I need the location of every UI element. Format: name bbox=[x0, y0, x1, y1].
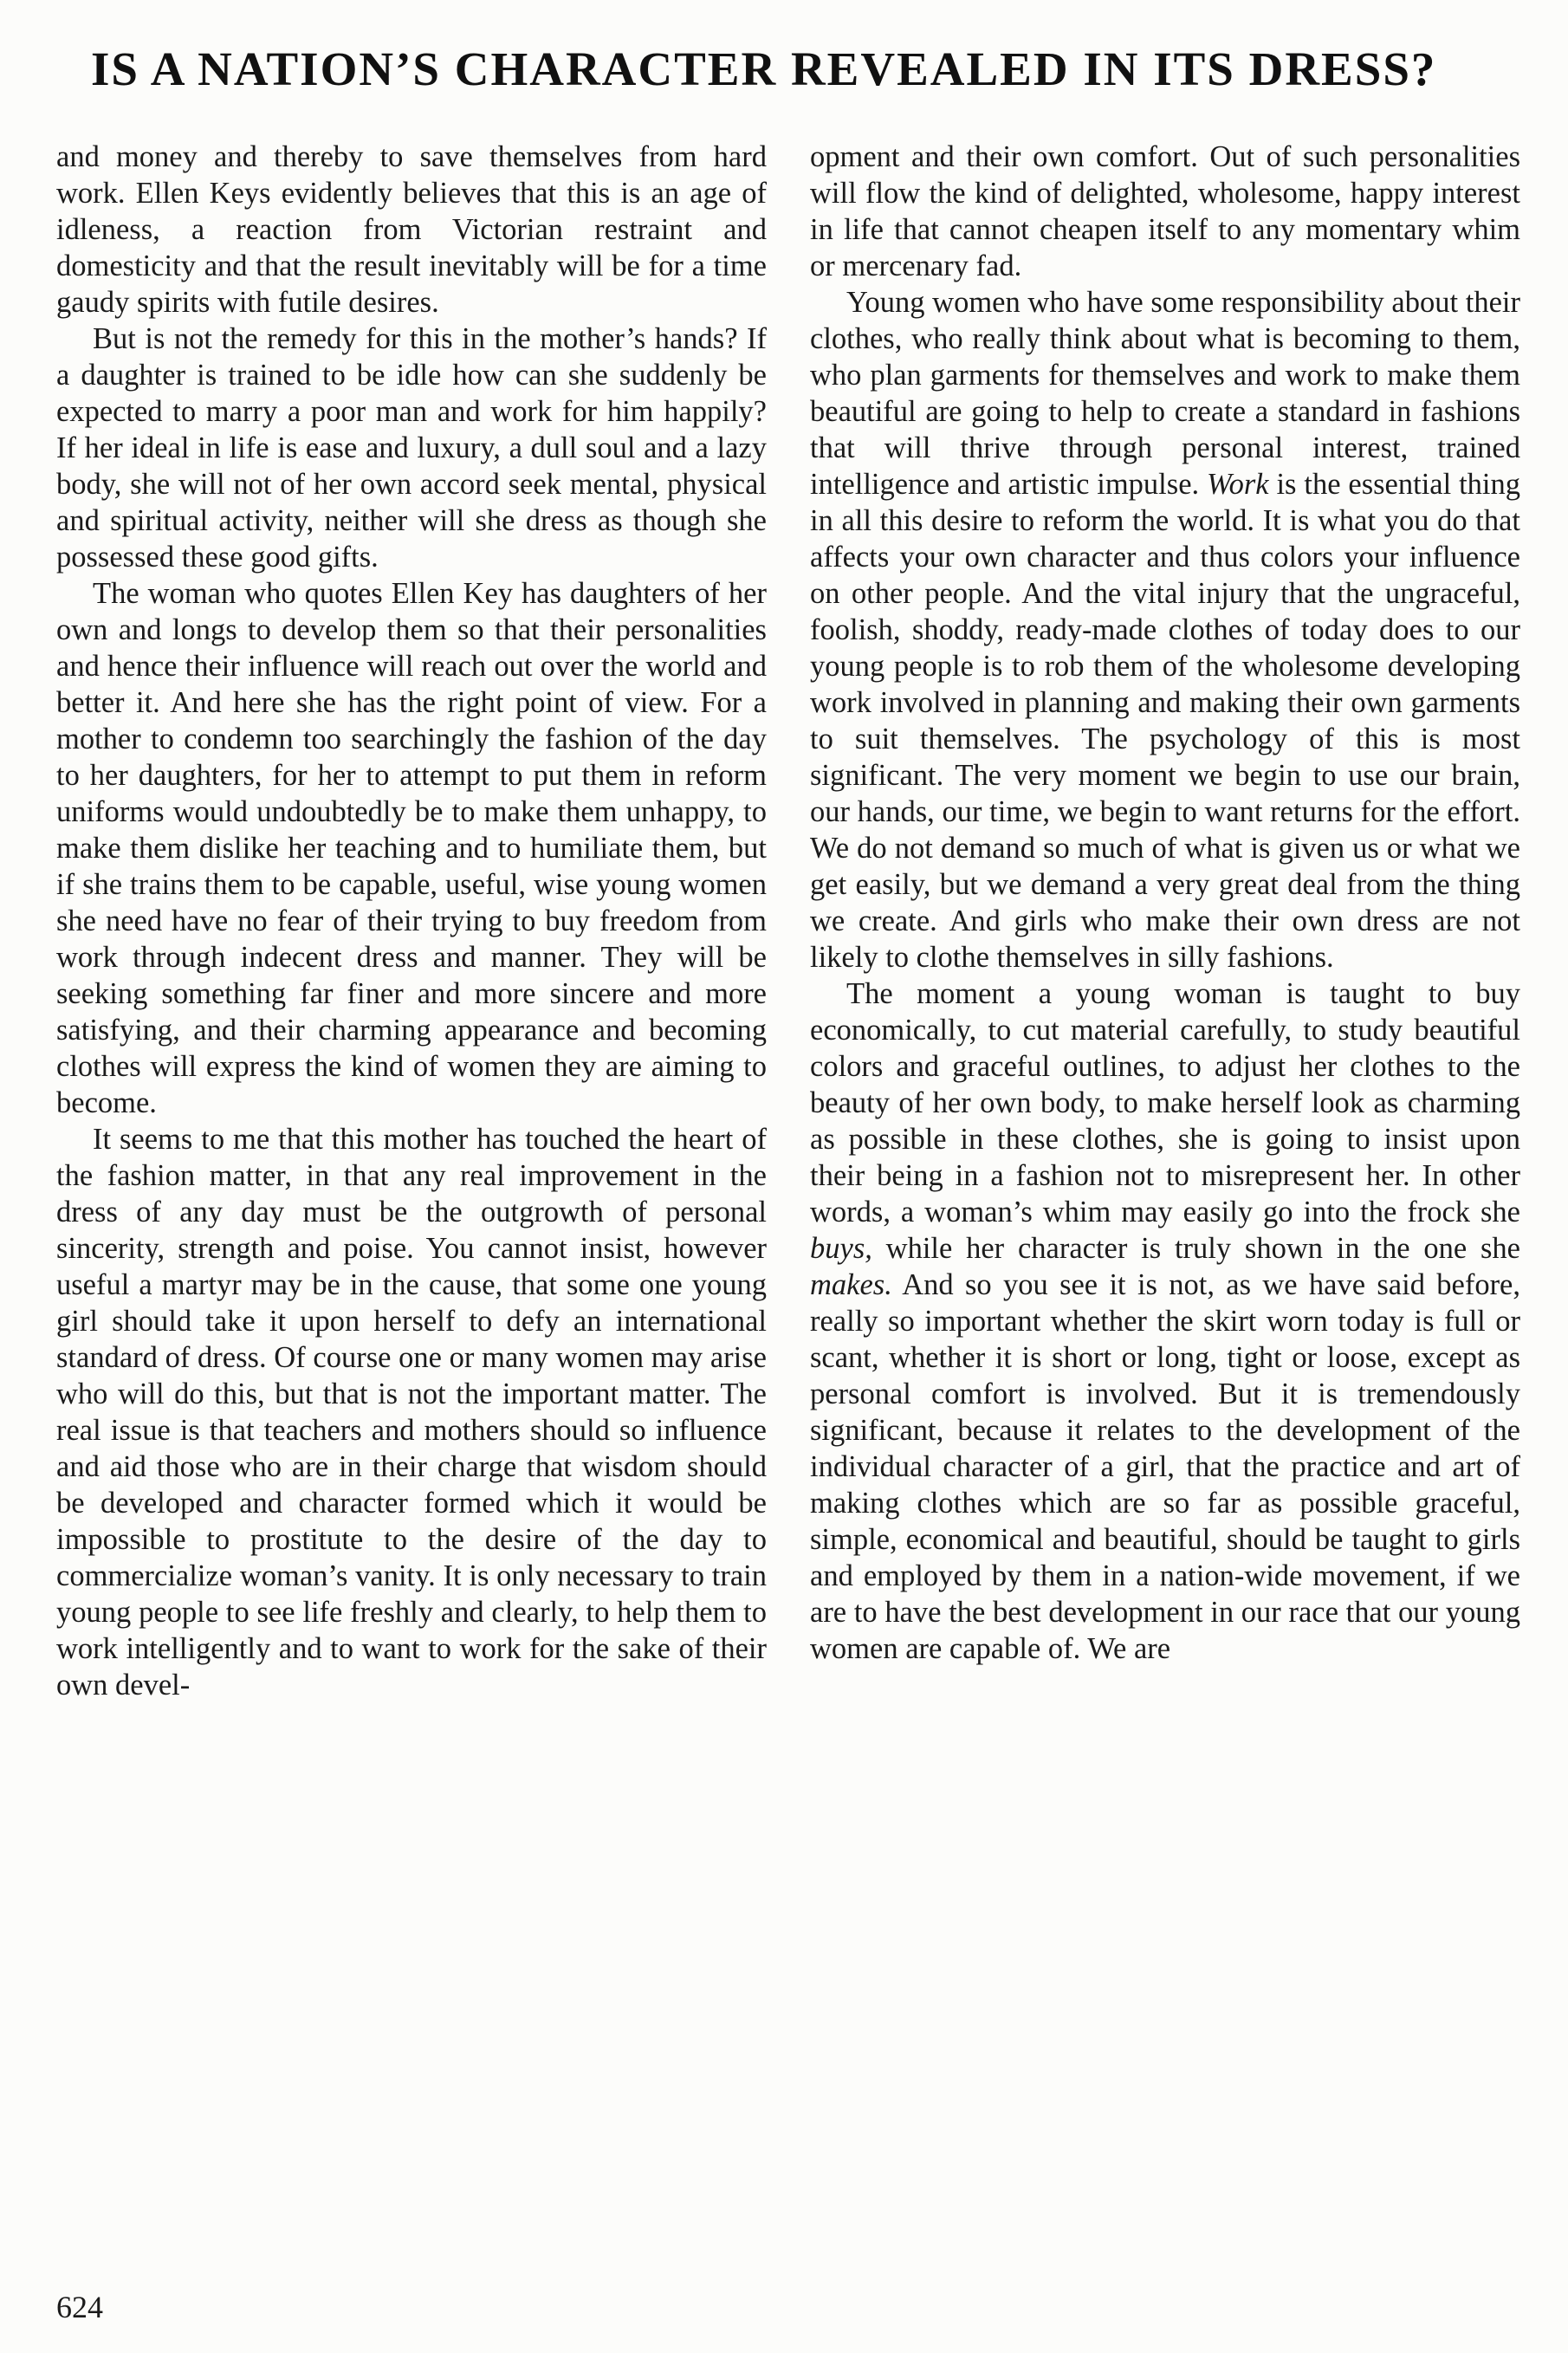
paragraph: But is not the remedy for this in the mother’s hands? If a daughter is trained to be idle how can she suddenly be expected to marry a poor man and work for him happily? If her ideal in life is ease and luxury, a dull soul and a lazy body, she will not of her own accord seek mental, physical and spiritual activity, neither will she dress as though she possessed these good gifts. bbox=[56, 322, 767, 574]
paragraph: It seems to me that this mother has touched the heart of the fashion matter, in that any real improvement in the dress of any day must be the outgrowth of personal sincerity, strength and poise. You cannot insist, however useful a martyr may be in the cause, that some one young girl should take it upon herself to defy an international standard of dress. Of course one or many women may arise who will do this, but that is not the important matter. The real issue is that teachers and mothers should so influence and aid those who are in their charge that wisdom should be developed and character formed which it would be impossible to prostitute to the desire of the day to commercialize woman’s vanity. It is only necessary to train young people to see life freshly and clearly, to help them to work intelligently and to want to work for the sake of their own devel- bbox=[56, 1123, 767, 1702]
emphasis-text: Work bbox=[1207, 468, 1269, 501]
running-head-title: IS A NATION’S CHARACTER REVEALED IN ITS DRESS? bbox=[91, 42, 1437, 95]
text-run: while her character is truly shown in the one she bbox=[871, 1232, 1520, 1265]
right-text-column bbox=[810, 139, 1520, 1667]
text-run: Young women who have some responsibility about their clothes, who really think about what is becoming to them, who plan garments for themselves and work to make them beautiful are going to help to create a standard in fashions that will thrive through personal interest, trained intelligence and artistic impulse. bbox=[810, 286, 1520, 501]
text-run: And so you see it is not, as we have said before, really so important whether the skirt worn today is full or scant, whether it is short or long, tight or loose, except as personal comfort is involved. But it is tremendously significant, because it relates to the development of the individual character of a girl, that the practice and art of making clothes which are so far as possible graceful, simple, economical and beautiful, should be taught to girls and employed by them in a nation-wide movement, if we are to have the best development in our race that our young women are capable of. We are bbox=[810, 1268, 1520, 1665]
page-number: 624 bbox=[56, 2290, 103, 2324]
paragraph bbox=[810, 284, 1520, 976]
paragraph: The woman who quotes Ellen Key has daughters of her own and longs to develop them so that their personalities and hence their influence will reach out over the world and better it. And here she has the right point of view. For a mother to condemn too searchingly the fashion of the day to her daughters, for her to attempt to put them in reform uniforms would undoubtedly be to make them unhappy, to make them dislike her teaching and to humiliate them, but if she trains them to be capable, useful, wise young women she need have no fear of their trying to buy freedom from work through indecent dress and manner. They will be seeking something far finer and more sincere and more satisfying, and their charming appearance and becoming clothes will express the kind of women they are aiming to become. bbox=[56, 577, 767, 1119]
emphasis-text: makes. bbox=[810, 1268, 892, 1301]
text-run: is the essential thing in all this desire to reform the world. It is what you do that affects your own character and thus colors your influence on other people. And the vital injury that the ungraceful, foolish, shoddy, ready-made clothes of today does to our young people is to rob them of the wholesome developing work involved in planning and making their own garments to suit themselves. The psychology of this is most significant. The very moment we begin to use our brain, our hands, our time, we begin to want returns for the effort. We do not demand so much of what is given us or what we get easily, but we demand a very great deal from the thing we create. And girls who make their own dress are not likely to clothe themselves in silly fashions. bbox=[810, 468, 1520, 974]
paragraph bbox=[810, 976, 1520, 1667]
left-text-column bbox=[56, 139, 767, 1703]
paragraph: opment and their own comfort. Out of such personalities will flow the kind of delighted, wholesome, happy interest in life that cannot cheapen itself to any momentary whim or mercenary fad. bbox=[810, 140, 1520, 282]
emphasis-text: buys, bbox=[810, 1232, 872, 1265]
text-run: The moment a young woman is taught to buy economically, to cut material carefully, to study beautiful colors and graceful outlines, to adjust her clothes to the beauty of her own body, to make herself look as charming as possible in these clothes, she is going to insist upon their being in a fashion not to misrepresent her. In other words, a woman’s whim may easily go into the frock she bbox=[810, 977, 1520, 1228]
paragraph: and money and thereby to save themselves from hard work. Ellen Keys evidently believes that this is an age of idleness, a reaction from Victorian restraint and domesticity and that the result inevitably will be for a time gaudy spirits with futile desires. bbox=[56, 140, 767, 319]
